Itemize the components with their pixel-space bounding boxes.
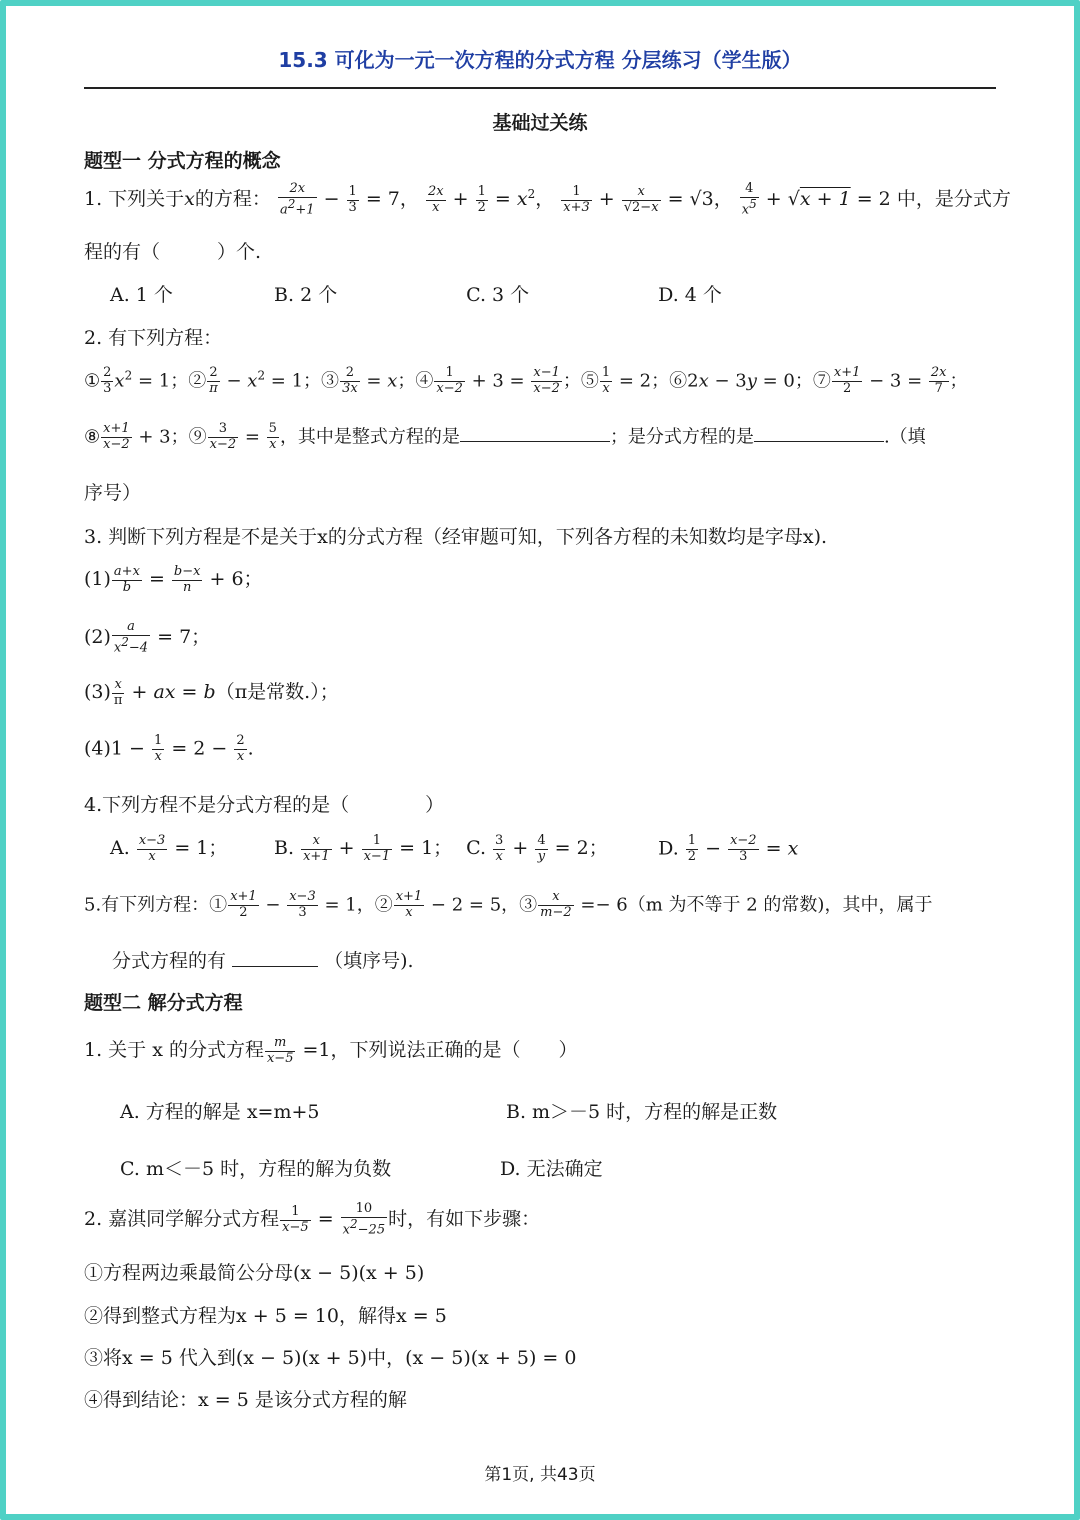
type1-heading: 题型一 分式方程的概念 bbox=[84, 150, 281, 172]
q1-line1: 1. 下列关于x的方程： $\frac{2x}{a^2+1}$ − $\frac{1}{3}$ = 7， $\frac{2x}{x}$ + $\frac{1}{2}$ = $x^2$， $\frac{1}{x+3}$ + $\frac{x}{√2-x}$ = √3， $\frac{4}{x^5}$ + √x + 1 = 2 中，是分式方 bbox=[84, 181, 1011, 218]
q4-options bbox=[110, 833, 798, 864]
q5-blank[interactable] bbox=[232, 966, 318, 967]
q1-option-b: B. 2 个 bbox=[274, 284, 338, 306]
t2q1-lead: 1. 关于 x 的分式方程 $\frac{m}{x-5}$ =1，下列说法正确的是（ ） bbox=[84, 1034, 578, 1066]
q2-row2: ⑧ $\frac{x+1}{x-2}$ + 3；⑨ $\frac{3}{x-2}$ = $\frac{5}{x}$ ，其中是整式方程的是 ；是分式方程的是 .（填 bbox=[84, 421, 926, 452]
q2-row3: 序号） bbox=[84, 482, 142, 504]
t2q1-optA: A. 方程的解是 x=m+5 bbox=[120, 1101, 320, 1123]
q2-lead: 2. 有下列方程： bbox=[84, 327, 223, 349]
q5-line1: 5.有下列方程：① $\frac{x+1}{2}$ − $\frac{x-3}{3}$ = 1，② $\frac{x+1}{x}$ − 2 = 5，③ $\frac{x}{m-2}$ =− 6（m 为不等于 2 的常数)，其中，属于 bbox=[84, 889, 933, 920]
q4-option-a: A. $\frac{x-3}{x}$ = 1； bbox=[110, 832, 228, 864]
q2-blank-integral[interactable] bbox=[460, 441, 610, 442]
q3-item4: (4)1 − $\frac{1}{x}$ = 2 − $\frac{2}{x}$ . bbox=[84, 733, 254, 764]
q1-options bbox=[110, 280, 722, 307]
q1-option-d: D. 4 个 bbox=[658, 284, 722, 306]
q3-lead: 3. 判断下列方程是不是关于x的分式方程（经审题可知，下列各方程的未知数均是字母x). bbox=[84, 526, 828, 548]
q3-item1: (1) $\frac{a+x}{b}$ = $\frac{b-x}{n}$ + 6； bbox=[84, 563, 263, 595]
document-page bbox=[84, 0, 1011, 1520]
q2-blank-fractional[interactable] bbox=[754, 441, 884, 442]
q4-option-b: B. $\frac{x}{x+1}$ + $\frac{1}{x-1}$ = 1； bbox=[274, 832, 453, 864]
q1-line2: 程的有（ ）个. bbox=[84, 241, 262, 263]
document-title: 15.3 可化为一元一次方程的分式方程 分层练习（学生版） bbox=[278, 48, 802, 72]
t2q2-step2: ②得到整式方程为x + 5 = 10，解得x = 5 bbox=[84, 1305, 447, 1327]
page-footer: 第1页, 共43页 bbox=[484, 1465, 596, 1485]
q5-tail: （m 为不等于 2 的常数)，其中，属于 bbox=[627, 894, 933, 916]
t2q2-step3: ③将x = 5 代入到(x − 5)(x + 5)中，(x − 5)(x + 5) = 0 bbox=[84, 1347, 577, 1369]
t2q1-optB: B. m＞－5 时，方程的解是正数 bbox=[506, 1101, 778, 1123]
q2-row1: ① $\frac{2}{3}$ $x^2 = 1$；② $\frac{2}{\pi}$ − $x^2 = 1$；③ $\frac{2}{3x}$ = x；④ $\frac{1}{x-2}$ + 3 = $\frac{x-1}{x-2}$ ；⑤ $\frac{1}{x}$ = 2；⑥2x − 3y = 0；⑦ $\frac{x+1}{2}$ − 3 = $\frac{2x}{7}$ ； bbox=[84, 365, 968, 396]
q1-option-a: A. 1 个 bbox=[110, 284, 173, 306]
q3-item2: (2) $\frac{a}{x^2-4}$ = 7； bbox=[84, 619, 211, 656]
q4-lead: 4.下列方程不是分式方程的是（ ） bbox=[84, 794, 445, 816]
t2q2-step4: ④得到结论：x = 5 是该分式方程的解 bbox=[84, 1389, 407, 1411]
q1-option-c: C. 3 个 bbox=[466, 284, 530, 306]
q4-option-c: C. $\frac{3}{x}$ + $\frac{4}{y}$ = 2； bbox=[466, 832, 608, 864]
q3-item3: (3) $\frac{x}{\pi}$ + ax = b（π是常数.）； bbox=[84, 676, 339, 708]
t2q1-optC: C. m＜－5 时，方程的解为负数 bbox=[120, 1158, 392, 1180]
header-rule bbox=[84, 87, 996, 89]
t2q2-lead: 2. 嘉淇同学解分式方程 $\frac{1}{x-5}$ = $\frac{10}{x^2-25}$ 时，有如下步骤： bbox=[84, 1201, 541, 1238]
q5-line2: 分式方程的有 （填序号). bbox=[112, 950, 414, 972]
q1-tail: 中，是分式方 bbox=[890, 188, 1011, 211]
type2-heading: 题型二 解分式方程 bbox=[84, 992, 243, 1014]
section-title: 基础过关练 bbox=[492, 112, 588, 134]
t2q1-optD: D. 无法确定 bbox=[500, 1158, 603, 1180]
q4-option-d: D. $\frac{1}{2}$ − $\frac{x-2}{3}$ = x bbox=[658, 832, 799, 864]
t2q2-step1: ①方程两边乘最简公分母(x − 5)(x + 5) bbox=[84, 1262, 425, 1284]
